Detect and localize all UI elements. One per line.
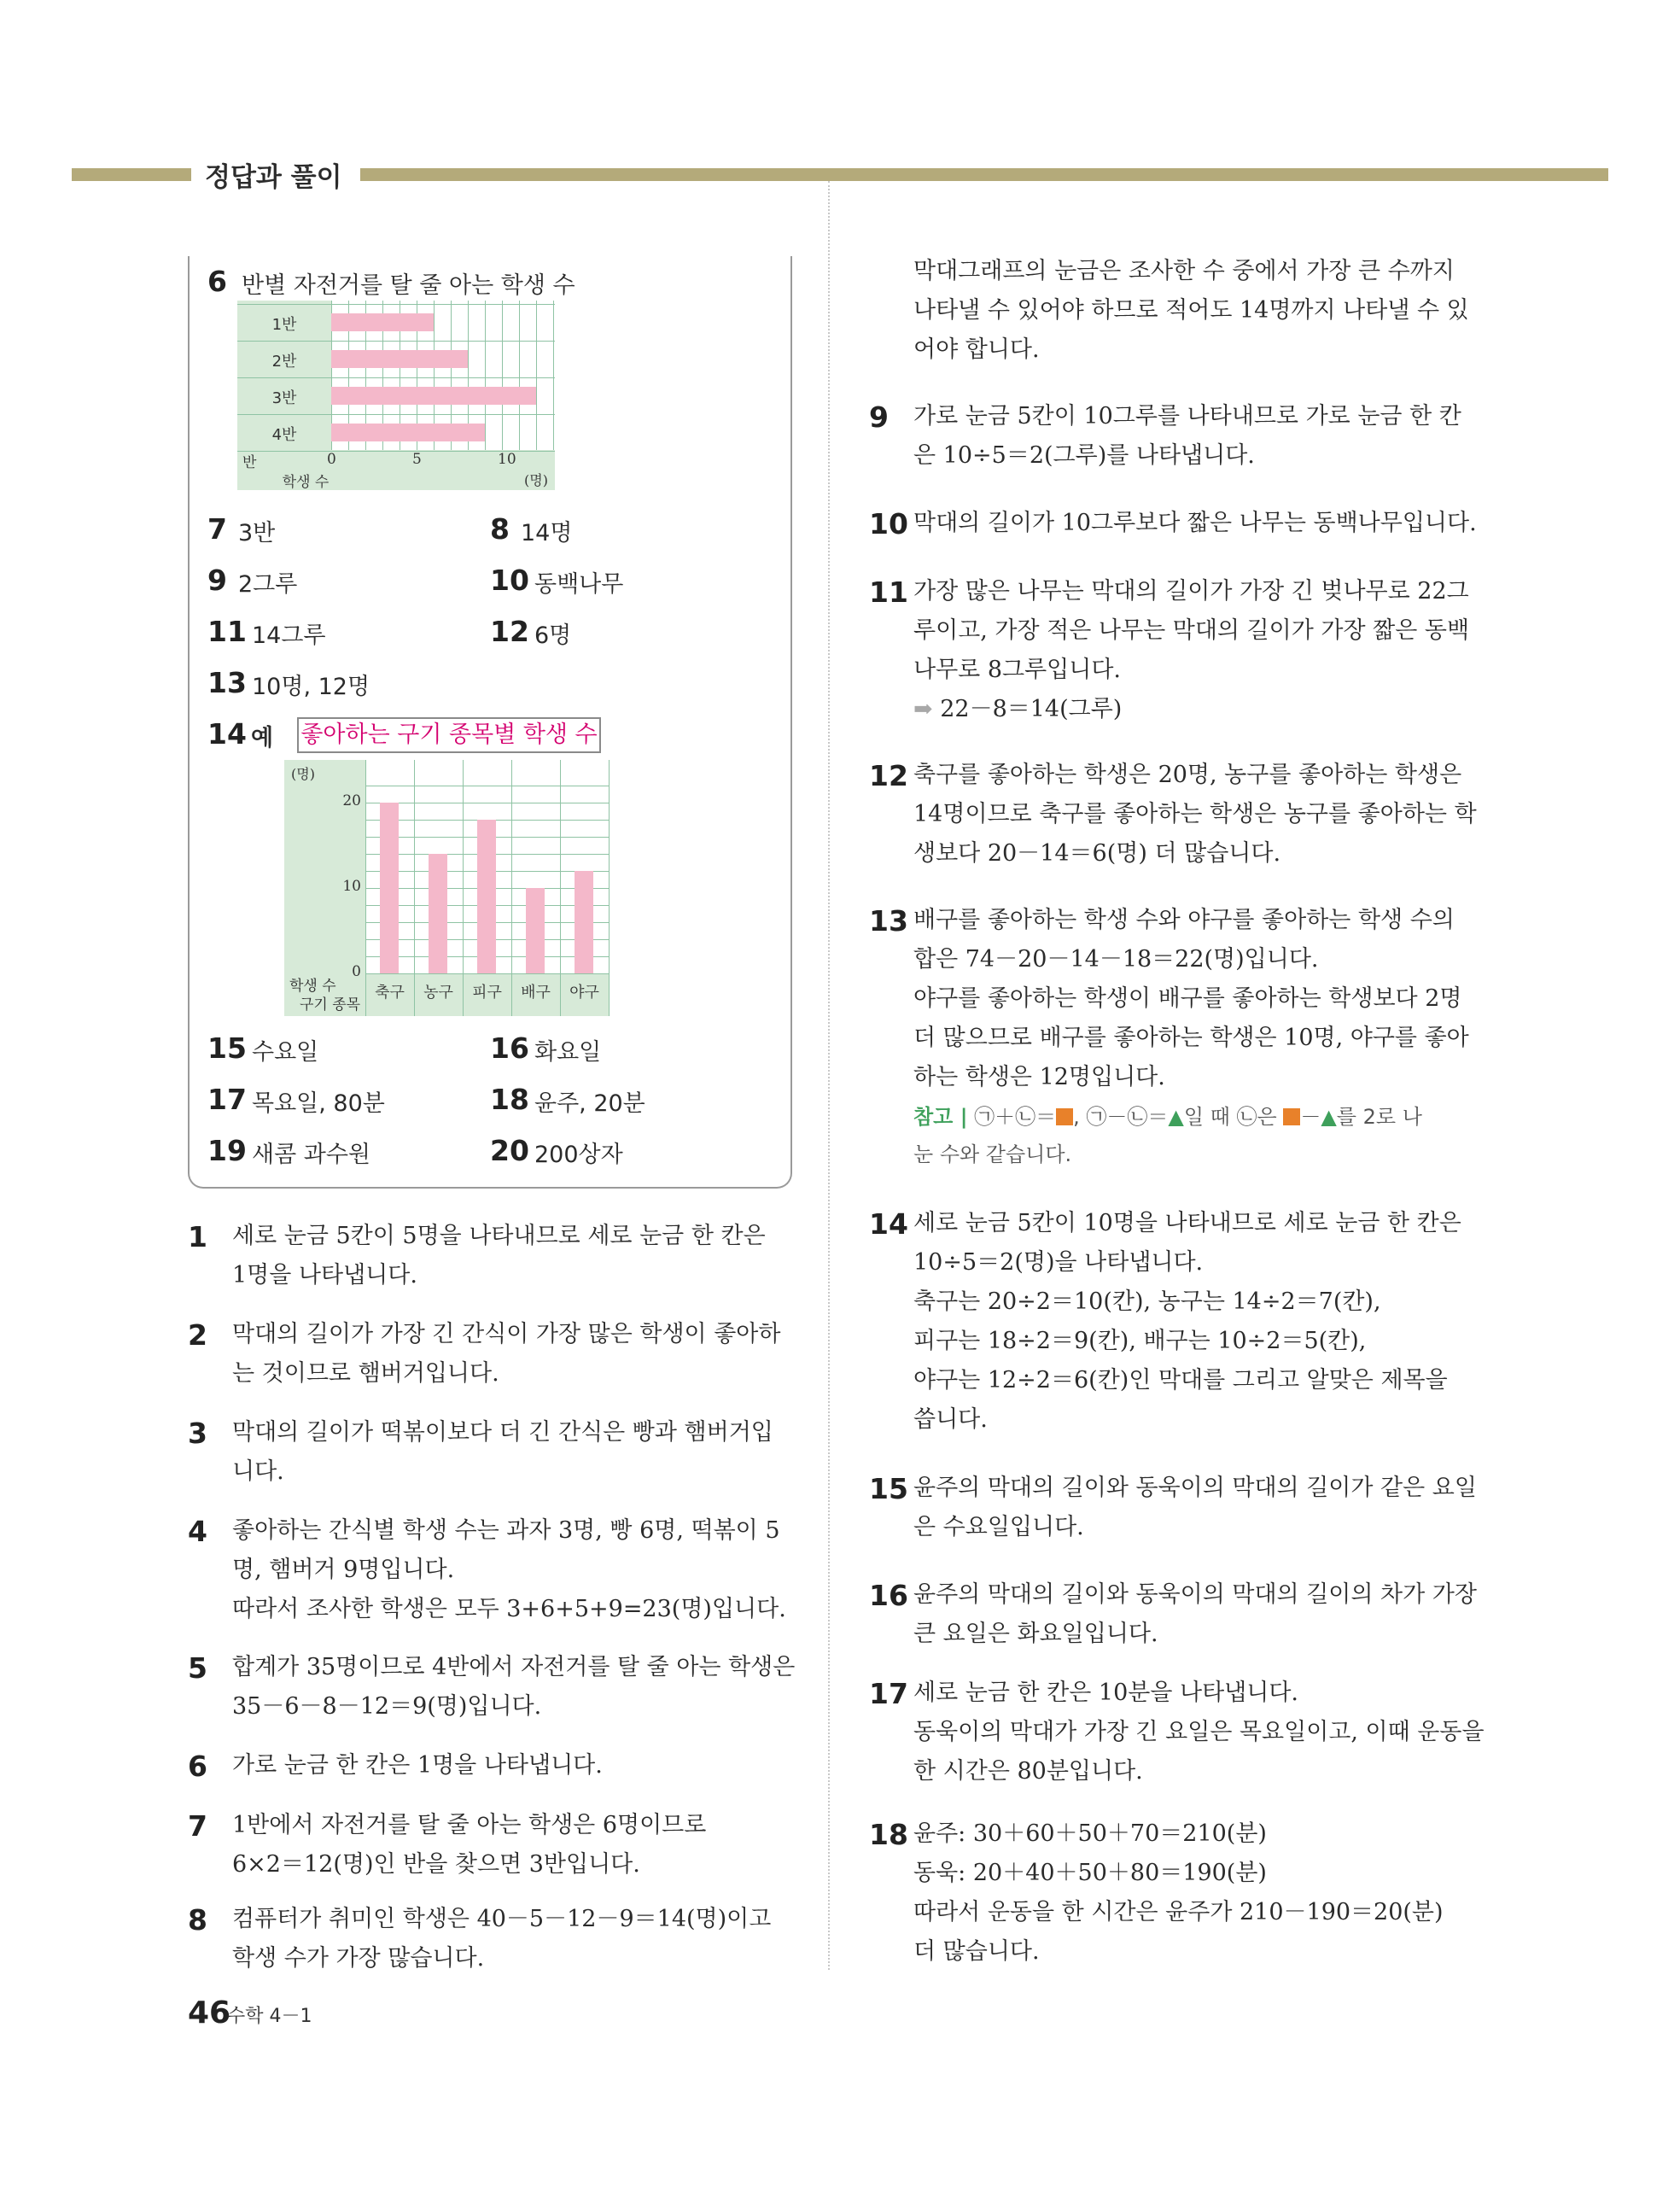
- explanation-line: 은 수요일입니다.: [913, 1514, 1084, 1540]
- explanation-line: 야구는 12÷2＝6(칸)인 막대를 그리고 알맞은 제목을: [913, 1367, 1448, 1393]
- chart2-corner-bottom: 구기 종목: [300, 996, 361, 1014]
- chart2-category-label: 축구: [375, 984, 405, 1002]
- explanation-text: [913, 572, 1477, 729]
- explanation-line: 어야 합니다.: [913, 336, 1040, 363]
- explanation-text: [913, 1814, 1477, 1972]
- page-title: 정답과 풀이: [205, 162, 342, 193]
- arrow-icon: ➡: [913, 696, 933, 722]
- answer-text: 화요일: [534, 1039, 602, 1066]
- explanation-number: 16: [869, 1579, 908, 1612]
- chart1-bar: [331, 350, 468, 368]
- example-mark: 예: [251, 725, 274, 751]
- chart2-grid-line: [511, 760, 512, 1016]
- answer-number: 13: [207, 666, 247, 699]
- explanation-line: 14명이므로 축구를 좋아하는 학생은 농구를 좋아하는 학: [913, 801, 1477, 827]
- explanation-line: 합계가 35명이므로 4반에서 자전거를 탈 줄 아는 학생은: [232, 1654, 796, 1680]
- explanation-line: 생보다 20－14＝6(명) 더 많습니다.: [913, 840, 1281, 867]
- answer-text: 2그루: [238, 571, 298, 598]
- explanation-line: 은 10÷5＝2(그루)를 나타냅니다.: [913, 442, 1255, 469]
- explanation-line: 좋아하는 간식별 학생 수는 과자 3명, 빵 6명, 떡볶이 5: [232, 1517, 780, 1544]
- header-bar-left: [72, 168, 191, 181]
- answer-number: 8: [490, 512, 510, 546]
- answer-text: 14그루: [252, 622, 326, 649]
- explanation-number: 13: [869, 904, 908, 938]
- answer-text: 6명: [534, 622, 572, 649]
- answer-number: 15: [207, 1031, 247, 1065]
- explanation-line: 1반에서 자전거를 탈 줄 아는 학생은 6명이므로: [232, 1812, 707, 1838]
- chart1-grid-line: [485, 301, 486, 450]
- chart-ball-sports: [284, 760, 609, 1016]
- explanation-line: 명, 햄버거 9명입니다.: [232, 1557, 455, 1583]
- chart2-bar: [429, 854, 447, 973]
- explanation-line: 더 많으므로 배구를 좋아하는 학생은 10명, 야구를 좋아: [913, 1025, 1469, 1051]
- chart1-grid-line: [237, 377, 555, 378]
- green-triangle-icon: ▲: [1168, 1105, 1184, 1129]
- explanation-number: 8: [188, 1903, 207, 1937]
- explanation-line: 윤주의 막대의 길이와 동욱이의 막대의 길이가 같은 요일: [913, 1475, 1477, 1501]
- chart-title-2: 좋아하는 구기 종목별 학생 수: [297, 717, 601, 753]
- chart1-x-tick: 0: [327, 451, 336, 468]
- explanation-number: 10: [869, 507, 908, 540]
- chart2-bar: [380, 803, 399, 973]
- explanation-line: 하는 학생은 12명입니다.: [913, 1064, 1165, 1090]
- explanation-line: [913, 690, 1477, 729]
- chart1-grid-line: [519, 301, 520, 450]
- explanation-line: 큰 요일은 화요일입니다.: [913, 1621, 1158, 1647]
- explanation-number: 11: [869, 576, 908, 609]
- chart1-corner-top: 반: [242, 454, 257, 471]
- chart2-grid-line: [560, 760, 561, 1016]
- chart1-bar: [331, 387, 536, 405]
- explanation-number: 9: [869, 400, 889, 434]
- explanation-line: 가로 눈금 한 칸은 1명을 나타냅니다.: [232, 1752, 603, 1779]
- chart1-grid-line: [237, 341, 555, 342]
- explanation-text: [913, 397, 1477, 476]
- explanation-line: 피구는 18÷2＝9(칸), 배구는 10÷2＝5(칸),: [913, 1328, 1367, 1354]
- explanation-line: 나무로 8그루입니다.: [913, 657, 1121, 683]
- answer-number: 17: [207, 1083, 247, 1116]
- answer-number: 9: [207, 564, 227, 597]
- explanation-number: 17: [869, 1677, 908, 1710]
- explanation-line: 니다.: [232, 1458, 284, 1485]
- chart1-bar: [331, 424, 485, 441]
- answer-number: 20: [490, 1134, 529, 1167]
- chart-title-1: 반별 자전거를 탈 줄 아는 학생 수: [242, 272, 575, 299]
- chart2-y-tick: 10: [342, 878, 361, 895]
- explanation-text: [913, 901, 1477, 1097]
- reference-text: －: [1300, 1105, 1321, 1129]
- explanation-number: 4: [188, 1515, 207, 1548]
- explanation-result: 22－8＝14(그루): [940, 696, 1123, 722]
- explanation-line: 루이고, 가장 적은 나무는 막대의 길이가 가장 짧은 동백: [913, 617, 1470, 644]
- chart2-bar: [526, 888, 545, 973]
- chart1-x-tick: 5: [412, 451, 422, 468]
- chart2-grid-line: [365, 973, 609, 974]
- reference-note: [913, 1098, 1422, 1173]
- chart2-category-label: 배구: [521, 984, 551, 1002]
- answer-text: 3반: [238, 520, 276, 546]
- answer-number: 19: [207, 1134, 247, 1167]
- reference-text: 일 때 ㉡은: [1183, 1105, 1284, 1129]
- chart2-y-tick: 0: [352, 963, 361, 980]
- explanation-number: 18: [869, 1818, 908, 1851]
- explanation-line: 세로 눈금 5칸이 5명을 나타내므로 세로 눈금 한 칸은: [232, 1223, 766, 1249]
- chart2-grid-line: [463, 760, 464, 1016]
- orange-square-icon: [1056, 1108, 1073, 1125]
- explanation-text: [232, 1511, 796, 1629]
- answer-number: 12: [490, 615, 529, 648]
- explanation-text: [913, 252, 1477, 370]
- chart1-x-tick: 10: [498, 451, 516, 468]
- explanation-line: 35－6－8－12＝9(명)입니다.: [232, 1693, 542, 1720]
- explanation-line: 윤주: 30＋60＋50＋70＝210(분): [913, 1820, 1267, 1847]
- chart1-bar: [331, 313, 434, 331]
- answer-number: 18: [490, 1083, 529, 1116]
- reference-text: ㉠＋㉡＝: [974, 1105, 1057, 1129]
- chart2-bar: [477, 820, 496, 973]
- explanation-line: 는 것이므로 햄버거입니다.: [232, 1360, 499, 1387]
- explanation-line: 한 시간은 80분입니다.: [913, 1758, 1143, 1785]
- chart1-category-label: 2반: [271, 353, 297, 371]
- answer-text: 수요일: [252, 1039, 319, 1066]
- column-divider: [828, 181, 830, 1970]
- chart2-category-label: 야구: [569, 984, 599, 1002]
- chart1-corner-bottom: 학생 수: [282, 474, 330, 491]
- chart2-grid-line: [414, 760, 415, 1016]
- explanation-text: [913, 1575, 1477, 1654]
- explanation-line: 따라서 운동을 한 시간은 윤주가 210－190＝20(분): [913, 1899, 1444, 1925]
- explanation-number: 1: [188, 1220, 207, 1253]
- chart1-unit: (명): [524, 472, 548, 488]
- explanation-text: [913, 1204, 1477, 1440]
- chart2-category-label: 피구: [472, 984, 502, 1002]
- answer-text: 목요일, 80분: [252, 1090, 385, 1117]
- reference-text: , ㉠－㉡＝: [1073, 1105, 1169, 1129]
- reference-text: 를 2로 나: [1336, 1105, 1422, 1129]
- orange-square-icon: [1283, 1108, 1300, 1125]
- explanation-line: 막대의 길이가 가장 긴 간식이 가장 많은 학생이 좋아하: [232, 1321, 781, 1347]
- chart1-category-label: 3반: [271, 389, 297, 407]
- explanation-number: 15: [869, 1472, 908, 1505]
- explanation-line: 가로 눈금 5칸이 10그루를 나타내므로 가로 눈금 한 칸: [913, 403, 1461, 429]
- explanation-number: 12: [869, 759, 908, 792]
- chart1-category-label: 4반: [271, 426, 297, 444]
- explanation-line: 씁니다.: [913, 1406, 988, 1433]
- chart1-grid-line: [536, 301, 537, 450]
- explanation-line: 가장 많은 나무는 막대의 길이가 가장 긴 벚나무로 22그: [913, 578, 1469, 605]
- explanation-line: 축구는 20÷2＝10(칸), 농구는 14÷2＝7(칸),: [913, 1288, 1381, 1315]
- reference-text: 눈 수와 같습니다.: [913, 1142, 1072, 1166]
- chart1-grid-line: [502, 301, 503, 450]
- explanation-line: 10÷5＝2(명)을 나타냅니다.: [913, 1249, 1204, 1276]
- footer-subject: 수학 4－1: [227, 2006, 312, 2027]
- chart1-grid-line: [237, 304, 555, 305]
- answer-text: 동백나무: [534, 571, 624, 598]
- answer-number: 7: [207, 512, 227, 546]
- explanation-number: 14: [869, 1207, 908, 1241]
- explanation-text: [913, 504, 1477, 543]
- explanation-text: [913, 1674, 1485, 1791]
- explanation-number: 5: [188, 1651, 207, 1685]
- page-number: 46: [188, 1995, 231, 2030]
- answer-text: 윤주, 20분: [534, 1090, 645, 1117]
- chart2-bar: [575, 871, 593, 973]
- answer-number: 10: [490, 564, 529, 597]
- explanation-number: 6: [188, 1750, 207, 1783]
- answer-number: 14: [207, 717, 247, 751]
- explanation-line: 합은 74－20－14－18＝22(명)입니다.: [913, 946, 1319, 973]
- explanation-text: [913, 756, 1477, 873]
- chart2-y-tick: 20: [342, 792, 361, 809]
- green-triangle-icon: ▲: [1321, 1105, 1337, 1129]
- explanation-line: 따라서 조사한 학생은 모두 3+6+5+9=23(명)입니다.: [232, 1596, 786, 1622]
- explanation-line: 세로 눈금 5칸이 10명을 나타내므로 세로 눈금 한 칸은: [913, 1210, 1461, 1236]
- explanation-line: 1명을 나타냅니다.: [232, 1262, 417, 1288]
- answer-number: 11: [207, 615, 247, 648]
- chart1-category-label: 1반: [271, 316, 297, 334]
- explanation-number: 7: [188, 1809, 207, 1843]
- explanation-line: 배구를 좋아하는 학생 수와 야구를 좋아하는 학생 수의: [913, 907, 1455, 933]
- explanation-line: 막대의 길이가 10그루보다 짧은 나무는 동백나무입니다.: [913, 510, 1477, 536]
- chart2-category-label: 농구: [423, 984, 453, 1002]
- answer-text: 새콤 과수원: [252, 1142, 370, 1168]
- explanation-line: 학생 수가 가장 많습니다.: [232, 1945, 485, 1972]
- explanation-text: [232, 1746, 796, 1785]
- explanation-line: 컴퓨터가 취미인 학생은 40－5－12－9＝14(명)이고: [232, 1906, 772, 1932]
- chart2-grid-line: [365, 760, 366, 1016]
- explanation-text: [232, 1217, 796, 1295]
- explanation-line: 더 많습니다.: [913, 1938, 1040, 1965]
- explanation-line: 나타낼 수 있어야 하므로 적어도 14명까지 나타낼 수 있: [913, 297, 1469, 324]
- explanation-line: 세로 눈금 한 칸은 10분을 나타냅니다.: [913, 1680, 1298, 1706]
- answer-text: 14명: [521, 520, 573, 546]
- chart-class-bikes: [237, 301, 555, 490]
- chart2-unit: (명): [291, 766, 315, 782]
- explanation-line: 윤주의 막대의 길이와 동욱이의 막대의 길이의 차가 가장: [913, 1581, 1477, 1608]
- answer-number: 16: [490, 1031, 529, 1065]
- explanation-text: [232, 1900, 796, 1978]
- explanation-line: 야구를 좋아하는 학생이 배구를 좋아하는 학생보다 2명: [913, 985, 1462, 1012]
- header-bar-right: [360, 168, 1608, 181]
- explanation-line: 동욱: 20＋40＋50＋80＝190(분): [913, 1860, 1267, 1886]
- explanation-line: 6×2＝12(명)인 반을 찾으면 3반입니다.: [232, 1851, 640, 1878]
- chart1-grid-line: [237, 414, 555, 415]
- answer-number: 6: [207, 265, 227, 298]
- explanation-line: 막대그래프의 눈금은 조사한 수 중에서 가장 큰 수까지: [913, 258, 1455, 284]
- chart2-grid-line: [609, 760, 610, 1016]
- explanation-line: 막대의 길이가 떡볶이보다 더 긴 간식은 빵과 햄버거입: [232, 1419, 773, 1446]
- explanation-text: [913, 1469, 1477, 1547]
- answer-text: 10명, 12명: [252, 674, 370, 700]
- explanation-text: [232, 1315, 796, 1393]
- reference-label: 참고 |: [913, 1105, 968, 1129]
- explanation-number: 3: [188, 1417, 207, 1450]
- explanation-text: [232, 1413, 796, 1492]
- explanation-text: [232, 1648, 796, 1727]
- answer-text: 200상자: [534, 1142, 623, 1168]
- explanation-line: 동욱이의 막대가 가장 긴 요일은 목요일이고, 이때 운동을: [913, 1719, 1485, 1745]
- explanation-line: 축구를 좋아하는 학생은 20명, 농구를 좋아하는 학생은: [913, 762, 1462, 788]
- chart1-grid-line: [553, 301, 554, 450]
- explanation-number: 2: [188, 1318, 207, 1352]
- chart2-corner-top: 학생 수: [289, 978, 336, 995]
- explanation-text: [232, 1806, 796, 1884]
